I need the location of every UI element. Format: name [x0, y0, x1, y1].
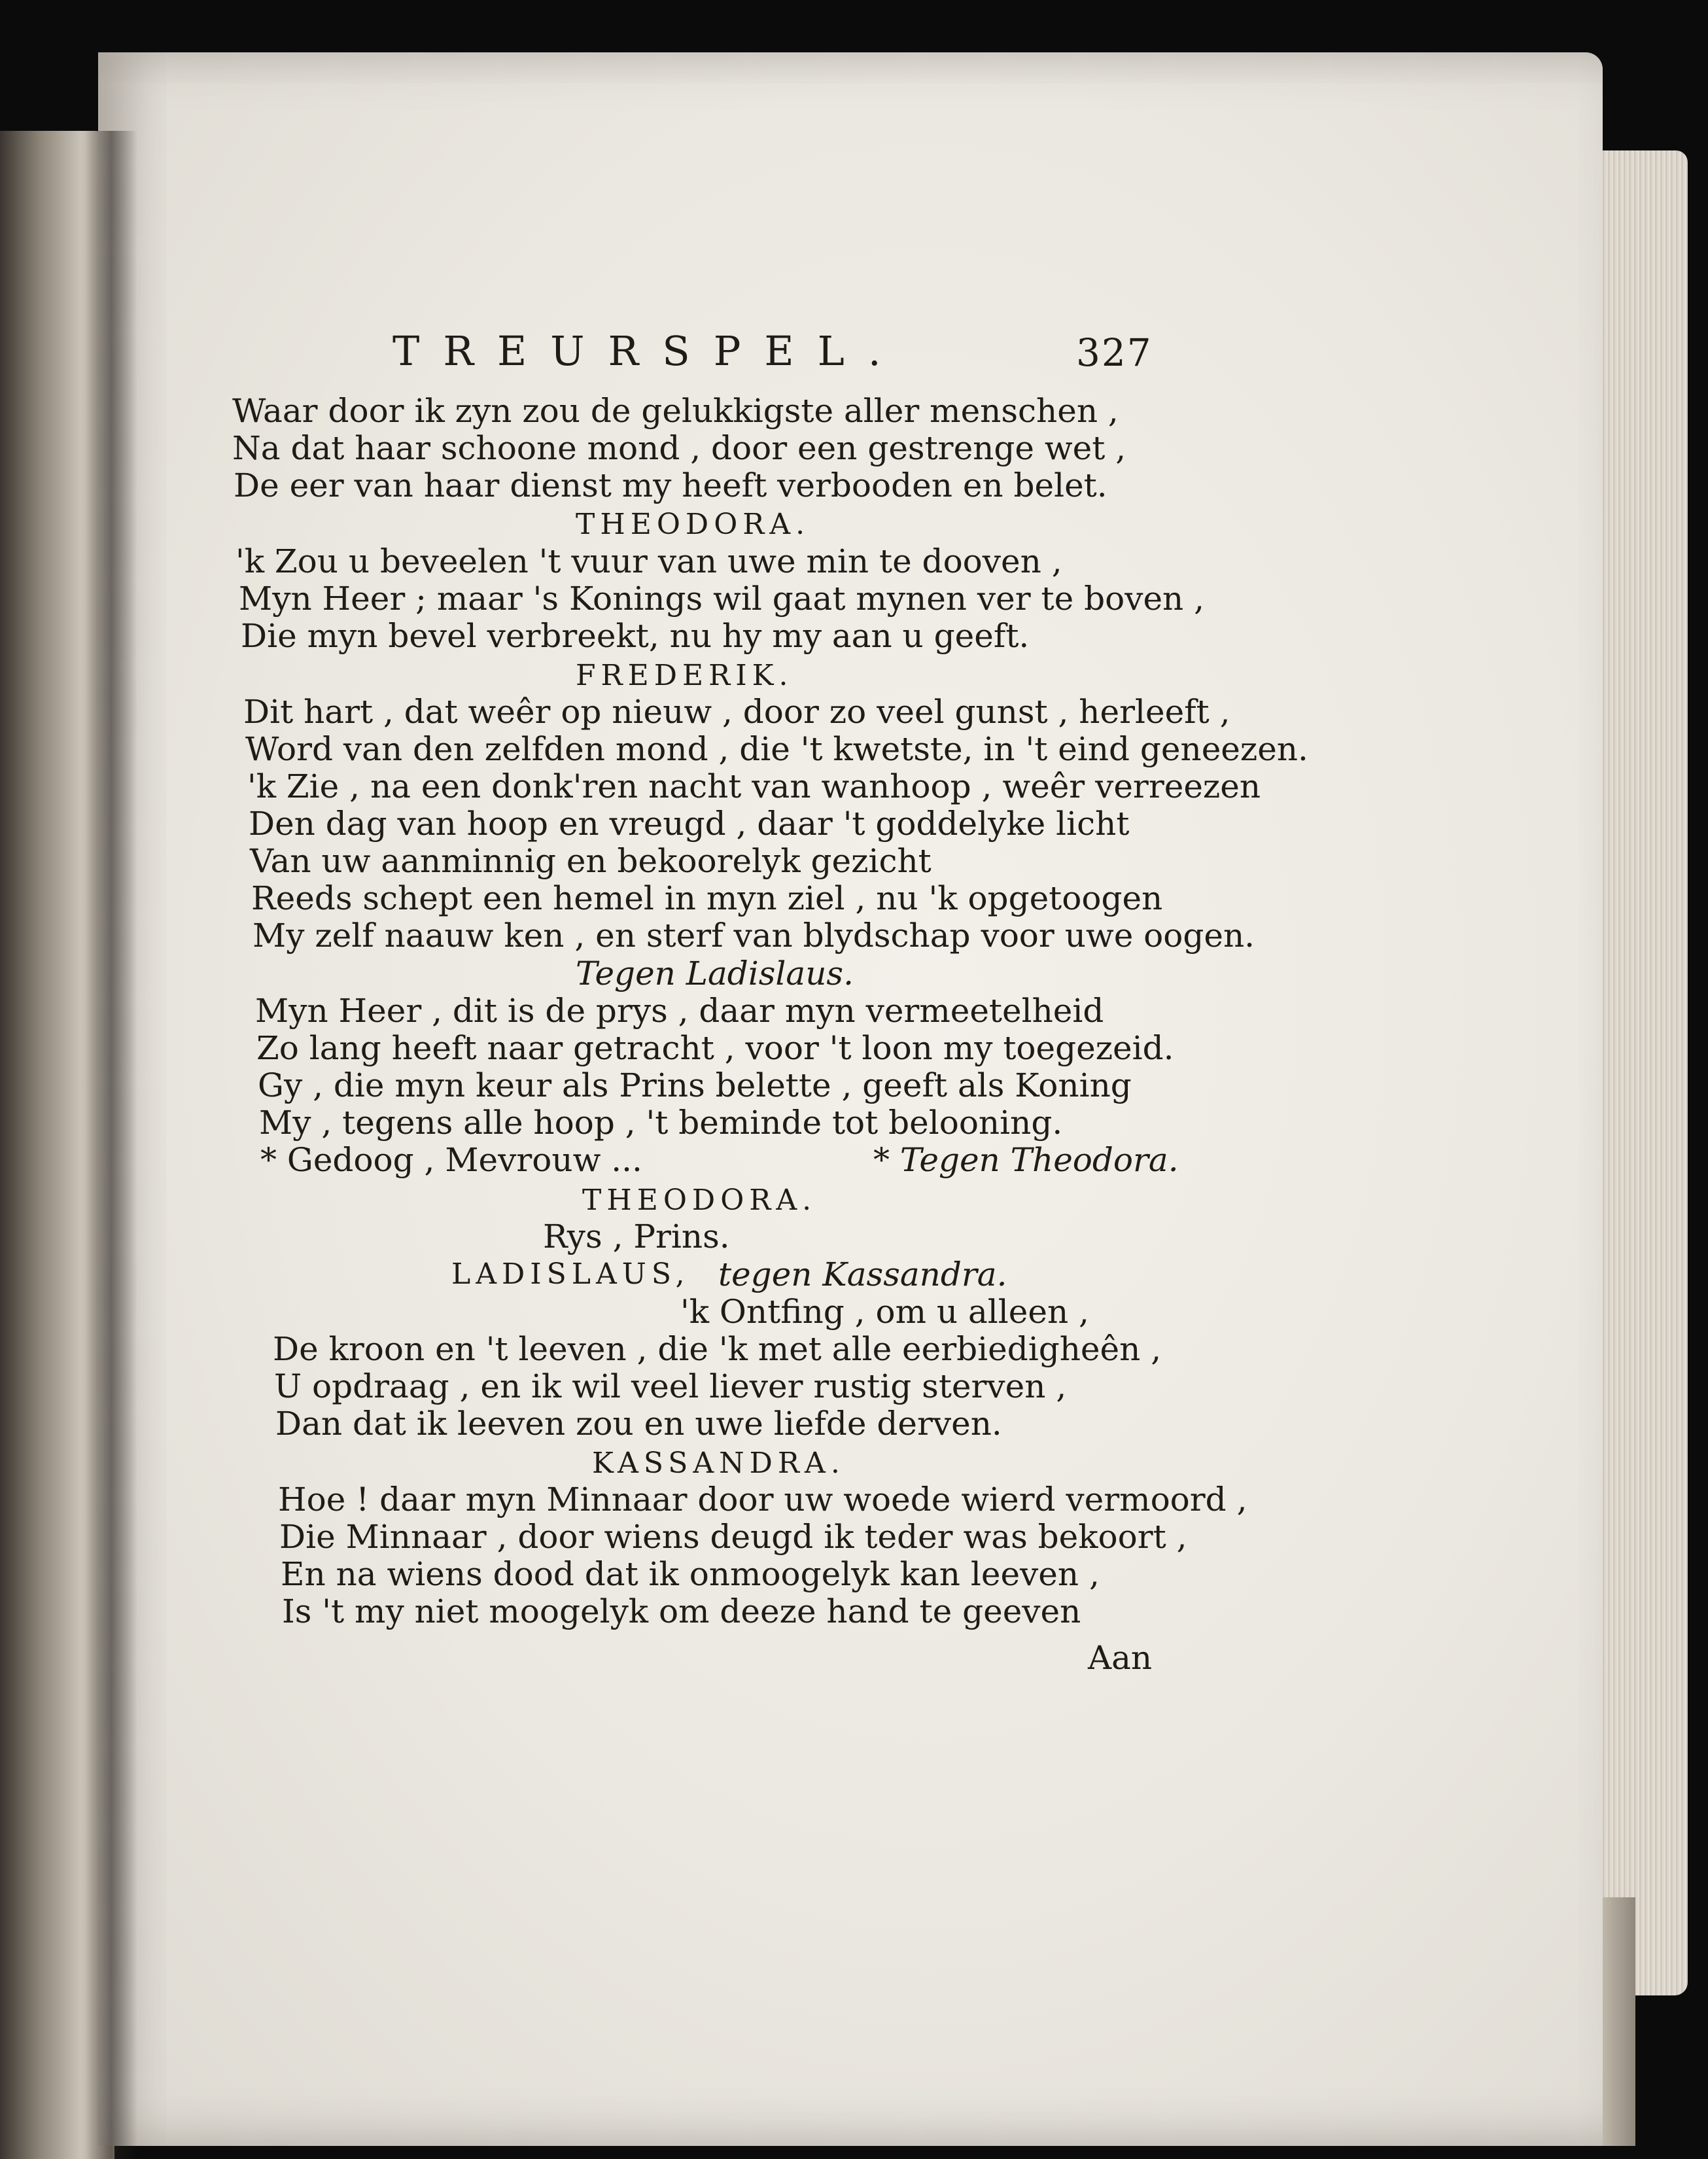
verse-line: My , tegens alle hoop , 't beminde tot belooning.: [259, 1104, 1063, 1142]
verse-line: De kroon en 't leeven , die 'k met alle eerbiedigheên ,: [273, 1330, 1162, 1368]
verse-line: Van uw aanminnig en bekoorelyk gezicht: [250, 842, 932, 880]
stage-direction: * Tegen Theodora.: [873, 1141, 1179, 1179]
verse-line: Myn Heer ; maar 's Konings wil gaat mynen ver te boven ,: [239, 580, 1205, 618]
speaker-name: THEODORA.: [576, 508, 810, 541]
verse-line: Na dat haar schoone mond , door een gestrenge wet ,: [232, 429, 1126, 467]
verse-line: En na wiens dood dat ik onmoogelyk kan leeven ,: [281, 1555, 1100, 1593]
speaker-name: KASSANDRA.: [592, 1447, 845, 1480]
verse-line: Den dag van hoop en vreugd , daar 't goddelyke licht: [249, 805, 1130, 843]
verse-line: De eer van haar dienst my heeft verbooden en belet.: [234, 466, 1107, 504]
verse-line: My zelf naauw ken , en sterf van blydschap voor uwe oogen.: [253, 917, 1255, 955]
speaker-name: THEODORA.: [582, 1184, 817, 1217]
verse-line: U opdraag , en ik wil veel liever rustig sterven ,: [274, 1367, 1067, 1405]
verse-line: Die Minnaar , door wiens deugd ik teder was bekoort ,: [279, 1518, 1187, 1556]
verse-line: Word van den zelfden mond , die 't kwetste, in 't eind geneezen.: [245, 730, 1308, 768]
verse-line: Rys , Prins.: [543, 1218, 730, 1255]
speaker-name: FREDERIK.: [576, 659, 793, 692]
verse-line: * Gedoog , Mevrouw ...: [260, 1141, 642, 1179]
gutter-shadow: [85, 131, 137, 2159]
verse-line: 'k Ontfing , om u alleen ,: [680, 1293, 1089, 1331]
verse-line: Gy , die myn keur als Prins belette , geeft als Koning: [258, 1066, 1132, 1104]
stage-direction: tegen Kassandra.: [718, 1255, 1007, 1293]
verse-line: 'k Zou u beveelen 't vuur van uwe min te dooven ,: [235, 542, 1062, 580]
verse-line: Waar door ik zyn zou de gelukkigste aller menschen ,: [232, 392, 1119, 430]
verse-line: Hoe ! daar myn Minnaar door uw woede wierd vermoord ,: [278, 1481, 1247, 1518]
verse-line: Die myn bevel verbreekt, nu hy my aan u geeft.: [241, 617, 1030, 655]
verse-line: 'k Zie , na een donk'ren nacht van wanhoop , weêr verreezen: [247, 767, 1261, 805]
verse-line: Zo lang heeft naar getracht , voor 't loon my toegezeid.: [256, 1029, 1174, 1067]
verse-line: Dan dat ik leeven zou en uwe liefde derven.: [275, 1405, 1002, 1443]
catchword: Aan: [1088, 1639, 1153, 1677]
page-number: 327: [1076, 330, 1153, 375]
speaker-name: LADISLAUS,: [451, 1257, 690, 1291]
verse-line: Myn Heer , dit is de prys , daar myn vermeetelheid: [255, 992, 1104, 1030]
verse-line: Dit hart , dat weêr op nieuw , door zo veel gunst , herleeft ,: [243, 693, 1230, 731]
stage-direction: Tegen Ladislaus.: [576, 955, 854, 992]
verse-line: Is 't my niet moogelyk om deeze hand te geeven: [282, 1592, 1081, 1630]
running-title: TREURSPEL.: [392, 327, 905, 375]
page-block-edge: [1590, 150, 1688, 1995]
verse-line: Reeds schept een hemel in myn ziel , nu 'k opgetoogen: [251, 879, 1163, 917]
